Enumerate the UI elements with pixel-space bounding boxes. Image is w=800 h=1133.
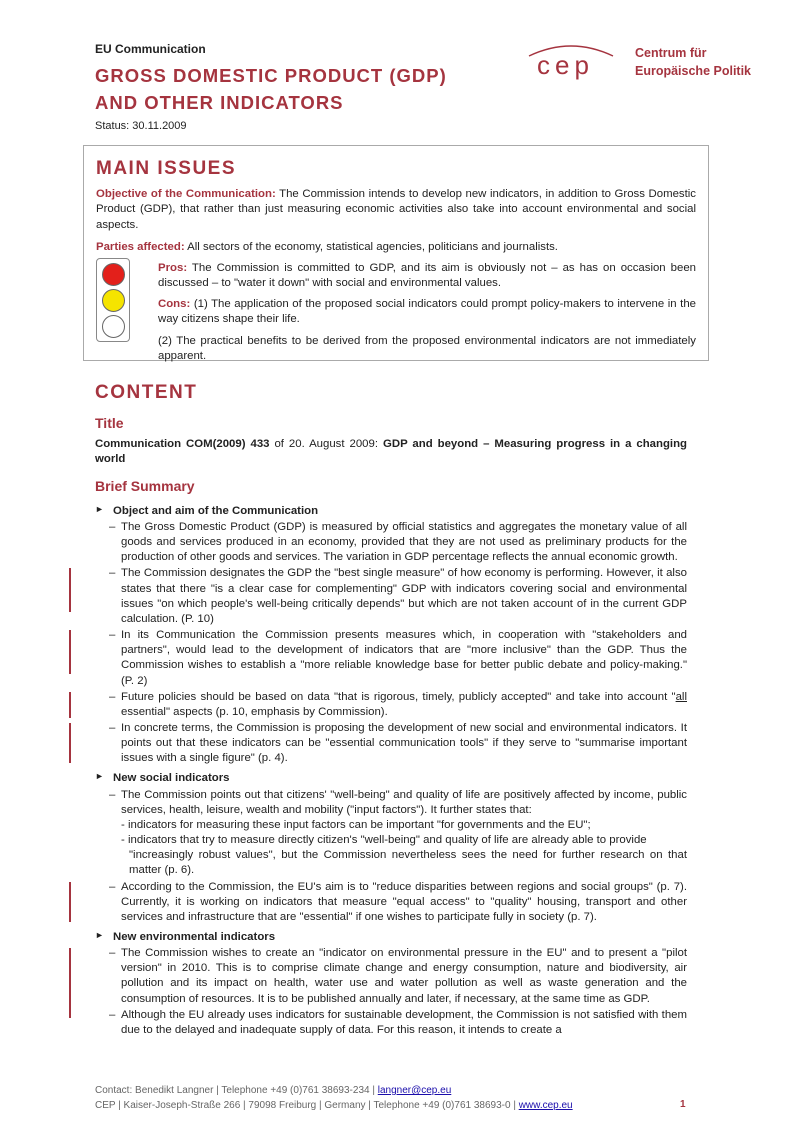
footer-address <box>95 1098 695 1113</box>
change-marker <box>69 948 71 1018</box>
document-status: Status: 30.11.2009 <box>95 119 187 132</box>
list-item-text: The Commission wishes to create an "indicator on environmental pressure in the EU" and to present a "pilot version" in 2010. This is to comprise climate change and energy consumption, nature and biodiversity, air pollution and its impact on health, water use and water pollution as well as waste generation and the consumption of resources. It is to be published annually and later, if necessary, at the same time as GDP. <box>121 947 687 1005</box>
content-section <box>95 380 687 1038</box>
sub-list-item: - indicators for measuring these input factors can be important "for governments and the EU"; <box>121 818 591 831</box>
parties-paragraph <box>96 240 696 255</box>
list-item-text-b: essential" aspects (p. 10, emphasis by Commission). <box>121 705 388 718</box>
sub-list-item: - indicators that try to measure directly citizen's "well-being" and quality of life are already able to provide <box>121 834 647 847</box>
yellow-lamp-icon <box>102 289 125 312</box>
list-item-emphasis: all <box>675 690 687 703</box>
contact-email-link[interactable]: langner@cep.eu <box>377 1085 452 1096</box>
title-heading: Title <box>95 415 124 432</box>
cons-text-1: (1) The application of the proposed social indicators could prompt policy-makers to intervene in the way citizens shape their life. <box>158 298 696 326</box>
red-lamp-icon <box>102 263 125 286</box>
objective-paragraph <box>96 187 696 232</box>
list-item-text: According to the Commission, the EU's aim is to "reduce disparities between regions and social groups" (p. 7). Currently, it is working on indicators that measure "equal access" to "quality" housing, transport and other services and infrastructure that are "essential" if one wishes to participate fully in society (p. 7). <box>121 880 687 923</box>
page-number: 1 <box>680 1099 686 1110</box>
bullet-new-social-indicators: ► New social indicators <box>95 771 687 786</box>
traffic-light-icon <box>96 258 130 342</box>
content-heading: CONTENT <box>95 382 198 403</box>
list-item-text: In concrete terms, the Commission is proposing the development of new social and environmental indicators. It points out that these indicators can be "essential communication tools" if they serve to "summarise important issues with a single figure" (p. 4). <box>121 721 687 765</box>
page-footer <box>95 1083 695 1113</box>
brief-summary-heading: Brief Summary <box>95 478 195 495</box>
change-marker <box>69 692 71 718</box>
footer-contact <box>95 1083 695 1098</box>
pros-text: The Commission is committed to GDP, and its aim is obviously not – as has on occasion been discussed – to "water it down" with social and environmental values. <box>158 261 696 290</box>
list-item-text: In its Communication the Commission presents measures which, in cooperation with "stakeholders and partners", would lead to the development of indicators that are "more inclusive" than the GDP. Thus the Commission wishes to establish a "more reliable knowledge base for better public debate and policy-making." (P. 2) <box>121 629 687 687</box>
pros-label: Pros: <box>158 261 188 274</box>
communication-name: GDP and beyond – Measuring progress in a changing world <box>95 437 688 466</box>
change-marker <box>69 882 71 922</box>
website-link[interactable]: www.cep.eu <box>518 1100 573 1111</box>
document-header <box>95 42 755 137</box>
bullet-object-aim: ► Object and aim of the Communication <box>95 504 687 519</box>
logo-name-line-2: Europäische Politik <box>635 64 752 78</box>
logo-word: cep <box>537 50 594 80</box>
communication-title <box>95 437 687 467</box>
pros-cons-block <box>158 261 696 364</box>
list-item <box>95 566 687 627</box>
cons-text-2: (2) The practical benefits to be derived from the proposed environmental indicators are not immediately apparent. <box>158 334 696 362</box>
logo-name-line-1: Centrum für <box>635 46 707 60</box>
list-item: – The Gross Domestic Product (GDP) is measured by official statistics and aggregates the monetary value of all goods and services produced in an economy, provided that they are not used as preliminary products for the production of other goods and services. The variation in GDP percentage reflects the annual economic growth. <box>95 520 687 565</box>
white-lamp-icon <box>102 315 125 338</box>
title-line-2: AND OTHER INDICATORS <box>95 91 344 113</box>
objective-text: The Commission intends to develop new indicators, in addition to Gross Domestic Product (GDP), that rather than just measuring economic activities also take into account environmental and social aspects. <box>96 188 696 231</box>
list-item <box>95 721 687 766</box>
cons-label: Cons: <box>158 298 191 311</box>
footer-address-text: CEP | Kaiser-Joseph-Straße 266 | 79098 Freiburg | Germany | Telephone +49 (0)761 38693-0 | <box>95 1100 519 1111</box>
cep-logo <box>525 42 765 87</box>
communication-date: of 20. August 2009: <box>269 437 383 450</box>
document-type: EU Communication <box>95 42 206 56</box>
list-item <box>95 690 687 720</box>
bullet-new-environmental-indicators: ► New environmental indicators <box>95 930 687 945</box>
list-item <box>95 628 687 689</box>
list-item-text: The Commission designates the GDP the "best single measure" of how economy is performing. However, it also states that there "is a clear case for complementing" GDP with indicators covering social and environmental issues "on which people's well-being critically depends" but which are not taken account of in the current GDP calculation. (P. 10) <box>121 567 687 625</box>
communication-id: Communication COM(2009) 433 <box>95 437 270 450</box>
parties-text: All sectors of the economy, statistical agencies, politicians and journalists. <box>184 240 558 253</box>
change-marker <box>69 630 71 674</box>
cons-paragraph <box>158 297 696 327</box>
pros-paragraph <box>158 261 696 291</box>
list-item-text-a: Future policies should be based on data "that is rigorous, timely, publicly accepted" and take into account " <box>121 690 676 703</box>
title-line-1: GROSS DOMESTIC PRODUCT (GDP) <box>95 64 447 86</box>
change-marker <box>69 723 71 763</box>
list-item: – Although the EU already uses indicators for sustainable development, the Commission is not satisfied with them due to the delayed and inadequate supply of data. For this reason, it intends to create a <box>95 1008 687 1038</box>
list-item: – The Commission points out that citizens' "well-being" and quality of life are positively affected by income, public services, health, leisure, wealth and mobility ("input factors"). It further states that: <box>95 788 687 818</box>
change-marker <box>69 568 71 612</box>
objective-label: Objective of the Communication: <box>96 188 276 201</box>
main-issues-box <box>83 145 709 361</box>
list-item <box>95 946 687 1007</box>
sub-list-item-continued: "increasingly robust values", but the Commission nevertheless sees the need for further research on that matter (p. 6). <box>129 849 687 877</box>
footer-contact-text: Contact: Benedikt Langner | Telephone +49 (0)761 38693-234 | <box>95 1085 378 1096</box>
list-item <box>95 880 687 925</box>
parties-label: Parties affected: <box>96 240 185 253</box>
logo-name <box>635 44 751 80</box>
main-issues-heading: MAIN ISSUES <box>96 158 237 179</box>
